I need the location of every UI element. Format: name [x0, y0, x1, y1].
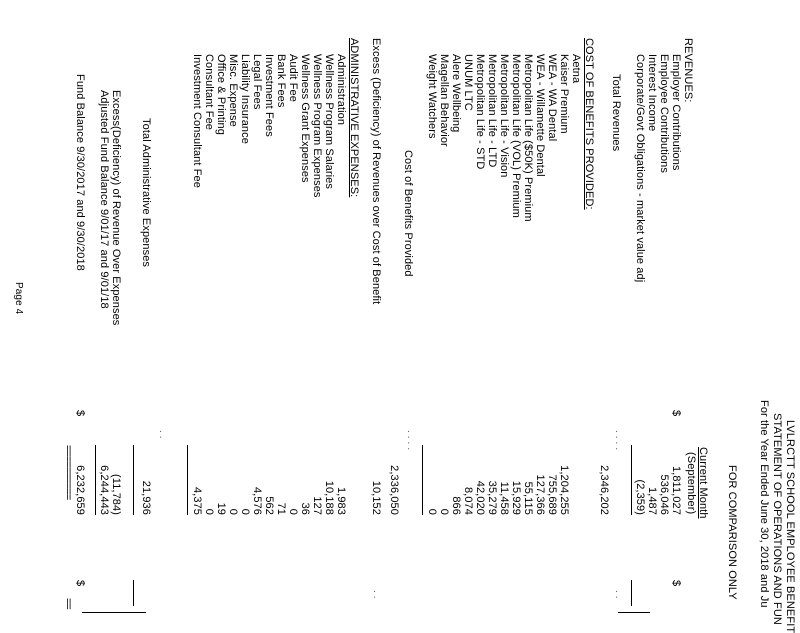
cost-label: Metropolitan Life - LTD	[486, 54, 498, 168]
admin-value: 127	[311, 496, 323, 515]
cost-total-label: Cost of Benefits Provided	[402, 150, 414, 277]
admin-value: 562	[263, 496, 275, 515]
cost-value: 42,020	[474, 480, 486, 515]
excess-revenue-value: (11,784)	[110, 474, 122, 515]
currency-symbol: $	[74, 410, 86, 417]
cost-value: 1,204,255	[558, 465, 570, 515]
admin-value: 1,983	[335, 486, 347, 515]
excess-revenue-label: Excess(Deficiency) of Revenue Over Expenses	[110, 90, 122, 326]
total-revenues-value: 2,346,202	[598, 465, 610, 515]
cost-label: Magellan Behavior	[438, 54, 450, 147]
column-heading-month: (September)	[685, 452, 697, 515]
cost-value: 755,689	[546, 474, 558, 515]
revenues-heading: REVENUES:	[682, 38, 694, 103]
currency-symbol: $	[670, 410, 682, 417]
admin-label: Administration	[335, 54, 347, 126]
cost-label: Alere Wellbeing	[450, 54, 462, 133]
report-title: LVLRCTT SCHOOL EMPLOYEE BENEFIT	[784, 420, 796, 633]
column-edge-rule	[82, 612, 146, 613]
cost-value: 0	[426, 508, 438, 515]
cost-value: 15,929	[510, 480, 522, 515]
revenue-value: 1,811,027	[670, 465, 682, 515]
admin-value: 0	[227, 508, 239, 515]
cost-label: Metropolitan Life - STD	[474, 54, 486, 170]
admin-value: 0	[239, 508, 251, 515]
leader-dots: ....	[613, 430, 624, 454]
admin-label: Wellness Program Salaries	[323, 54, 335, 189]
column-edge-rule	[618, 612, 650, 613]
admin-heading: ADMINISTRATIVE EXPENSES:	[348, 38, 360, 198]
double-underline: ==========	[62, 445, 74, 500]
admin-label: Liability Insurance	[239, 54, 251, 144]
cost-label: Aetna	[570, 54, 582, 84]
cost-label: Metropolitan Life (VOL) Premium	[510, 54, 522, 218]
subtotal-rule	[422, 445, 423, 515]
subtotal-rule	[631, 580, 632, 606]
page-number: Page 4	[13, 282, 24, 315]
leader-dots: ..	[371, 590, 382, 602]
admin-label: Misc. Expense	[227, 54, 239, 127]
column-heading-current-month: Current Month	[697, 447, 709, 519]
admin-label: Office & Printing	[215, 54, 227, 135]
revenue-value: (2,359)	[634, 479, 646, 515]
excess-benefits-value: 10,152	[370, 480, 382, 515]
cost-value: 0	[438, 508, 450, 515]
admin-value: 36	[299, 502, 311, 515]
admin-value: 0	[203, 508, 215, 515]
adjusted-balance-value: 6,244,443	[98, 465, 110, 515]
cost-label: UNUM LTC	[462, 54, 474, 111]
revenue-label: Employer Contributions	[670, 54, 682, 171]
cost-value: 11,458	[498, 481, 510, 515]
fund-balance-label: Fund Balance 9/30/2017 and 9/30/2018	[74, 74, 86, 271]
admin-label: Investment Fees	[263, 54, 275, 137]
leader-dots: ....	[405, 430, 416, 454]
admin-value: 71	[275, 502, 287, 515]
leader-dots: ..	[157, 430, 168, 442]
admin-label: Investment Consultant Fee	[191, 54, 203, 188]
cost-label: WEA - Willamette Dental	[534, 54, 546, 177]
subtotal-rule	[133, 445, 134, 515]
admin-total-label: Total Administrative Expenses	[140, 118, 152, 268]
excess-benefits-label: Excess (Deficiency) of Revenues over Cost of Benefit	[370, 38, 382, 305]
subtotal-rule	[631, 445, 632, 515]
revenue-value: 536,046	[658, 474, 670, 515]
cost-label: Metropolitan Life ($50K) Premium	[522, 54, 534, 222]
admin-total-value: 21,936	[140, 480, 152, 515]
cost-value: 8,074	[462, 486, 474, 515]
admin-label: Consultant Fee	[203, 54, 215, 130]
admin-label: Audit Fee	[287, 54, 299, 102]
admin-value: 0	[287, 508, 299, 515]
adjusted-balance-label: Adjusted Fund Balance 9/01/17 and 9/01/18	[98, 90, 110, 309]
comparison-notice: FOR COMPARISON ONLY	[726, 465, 738, 600]
revenue-label: Interest Income	[646, 54, 658, 132]
fund-balance-value: 6,232,659	[74, 465, 86, 515]
currency-symbol: $	[670, 580, 682, 587]
currency-symbol: $	[74, 580, 86, 587]
admin-value: 4,375	[191, 486, 203, 515]
admin-value: 10,188	[323, 480, 335, 515]
cost-heading: COST OF BENEFITS PROVIDED:	[583, 38, 595, 210]
revenue-label: Corporate/Govt Obligations - market value adj	[634, 54, 646, 283]
double-underline: ==	[62, 598, 74, 609]
cost-value: 35,279	[486, 480, 498, 515]
subtotal-rule	[95, 445, 96, 515]
cost-label: Weight Watchers	[426, 54, 438, 139]
admin-label: Wellness Grant Expenses	[299, 54, 311, 183]
total-revenues-label: Total Revenues	[610, 74, 622, 152]
admin-value: 19	[215, 502, 227, 515]
admin-label: Bank Fees	[275, 54, 287, 108]
report-period: For the Year Ended June 30, 2018 and Ju	[758, 400, 770, 608]
leader-dots: ..	[613, 590, 624, 602]
cost-label: Kaiser Premium	[558, 54, 570, 134]
admin-value: 4,576	[251, 486, 263, 515]
subtotal-rule	[187, 445, 188, 515]
revenue-value: 1,487	[646, 486, 658, 515]
admin-label: Wellness Program Expenses	[311, 54, 323, 198]
cost-value: 866	[450, 496, 462, 515]
cost-label: WEA - WA Dental	[546, 54, 558, 142]
subtotal-rule	[133, 580, 134, 606]
cost-value: 127,366	[534, 474, 546, 515]
revenue-label: Employee Contributions	[658, 54, 670, 173]
admin-label: Legal Fees	[251, 54, 263, 110]
cost-value: 55,115	[522, 481, 534, 515]
cost-label: Metropolitan Life - Vision	[498, 54, 510, 178]
cost-total-value: 2,336,050	[388, 465, 400, 515]
report-subtitle: STATEMENT OF OPERATIONS AND FUN	[771, 413, 783, 625]
